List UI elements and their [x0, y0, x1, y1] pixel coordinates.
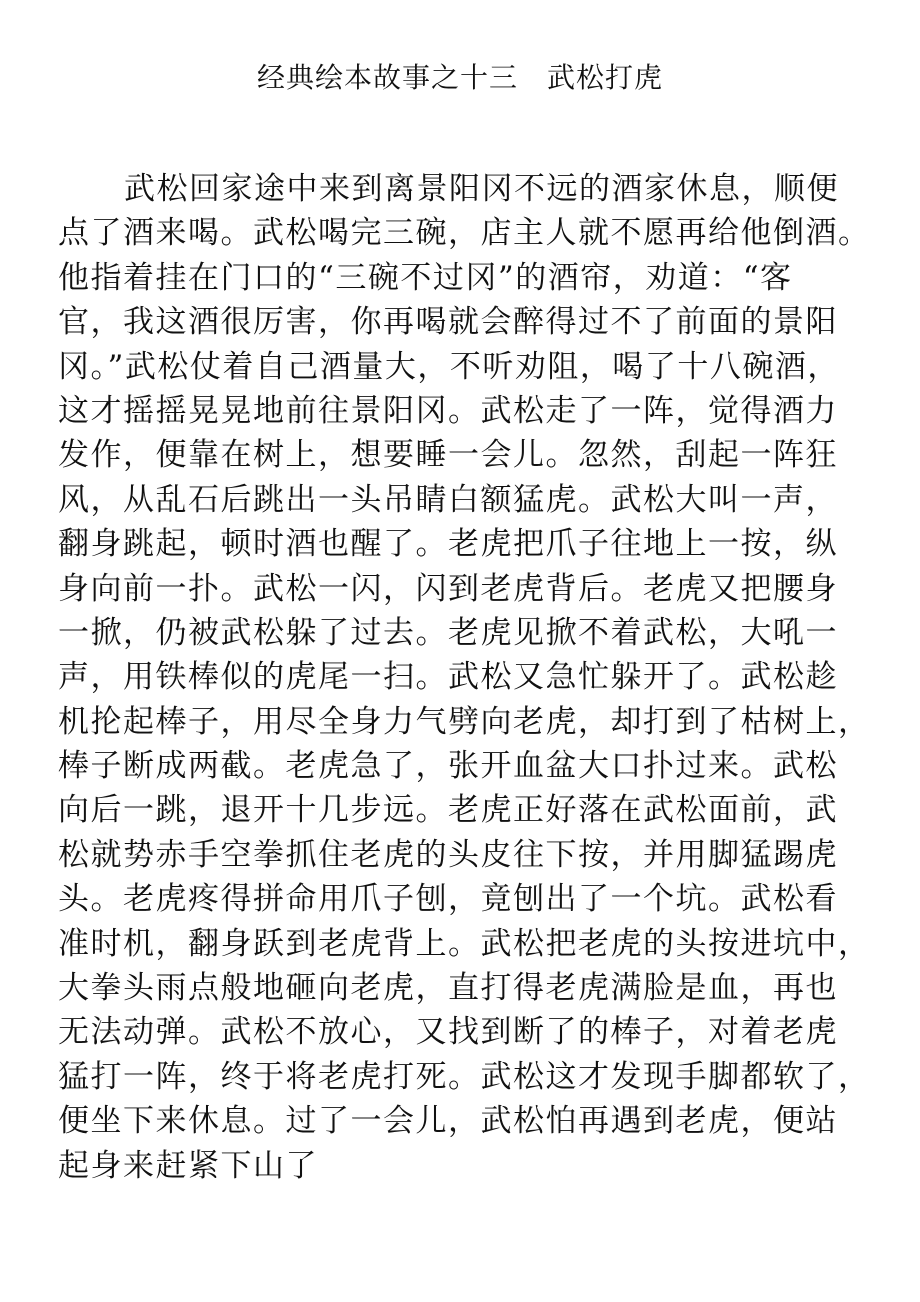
text-line: 头。老虎疼得拼命用爪子刨，竟刨出了一个坑。武松看	[58, 881, 838, 918]
text-line: 大拳头雨点般地砸向老虎，直打得老虎满脸是血，再也	[58, 970, 838, 1007]
text-line: 一掀，仍被武松躲了过去。老虎见掀不着武松，大吼一	[58, 614, 838, 651]
text-line: 便坐下来休息。过了一会儿，武松怕再遇到老虎，便站	[58, 1103, 838, 1140]
text-line: 松就势赤手空拳抓住老虎的头皮往下按，并用脚猛踢虎	[58, 836, 838, 873]
text-line: 风，从乱石后跳出一头吊睛白额猛虎。武松大叫一声，	[58, 481, 838, 518]
text-line: 他指着挂在门口的“三碗不过冈”的酒帘，劝道：“客	[58, 259, 793, 296]
story-paragraph	[58, 167, 871, 1188]
text-line: 身向前一扑。武松一闪，闪到老虎背后。老虎又把腰身	[58, 570, 838, 607]
text-line: 起身来赶紧下山了	[58, 1147, 318, 1184]
text-line: 机抡起棒子，用尽全身力气劈向老虎，却打到了枯树上，	[58, 703, 871, 740]
text-line: 准时机，翻身跃到老虎背上。武松把老虎的头按进坑中，	[58, 925, 871, 962]
page-title: 经典绘本故事之十三 武松打虎	[256, 61, 663, 94]
text-line: 点了酒来喝。武松喝完三碗，店主人就不愿再给他倒酒。	[58, 215, 871, 252]
text-line: 官，我这酒很厉害，你再喝就会醉得过不了前面的景阳	[58, 304, 838, 341]
text-line: 棒子断成两截。老虎急了，张开血盆大口扑过来。武松	[58, 748, 838, 785]
text-line: 无法动弹。武松不放心，又找到断了的棒子，对着老虎	[58, 1014, 838, 1051]
text-line: 猛打一阵，终于将老虎打死。武松这才发现手脚都软了，	[58, 1058, 871, 1095]
text-line: 声，用铁棒似的虎尾一扫。武松又急忙躲开了。武松趁	[58, 659, 838, 696]
text-line: 向后一跳，退开十几步远。老虎正好落在武松面前，武	[58, 792, 838, 829]
text-line: 发作，便靠在树上，想要睡一会儿。忽然，刮起一阵狂	[58, 437, 838, 474]
text-line: 翻身跳起，顿时酒也醒了。老虎把爪子往地上一按，纵	[58, 526, 838, 563]
text-line: 这才摇摇晃晃地前往景阳冈。武松走了一阵，觉得酒力	[58, 392, 838, 429]
text-line: 武松回家途中来到离景阳冈不远的酒家休息，顺便	[124, 171, 839, 207]
text-line: 冈。”武松仗着自己酒量大，不听劝阻，喝了十八碗酒，	[58, 348, 840, 385]
